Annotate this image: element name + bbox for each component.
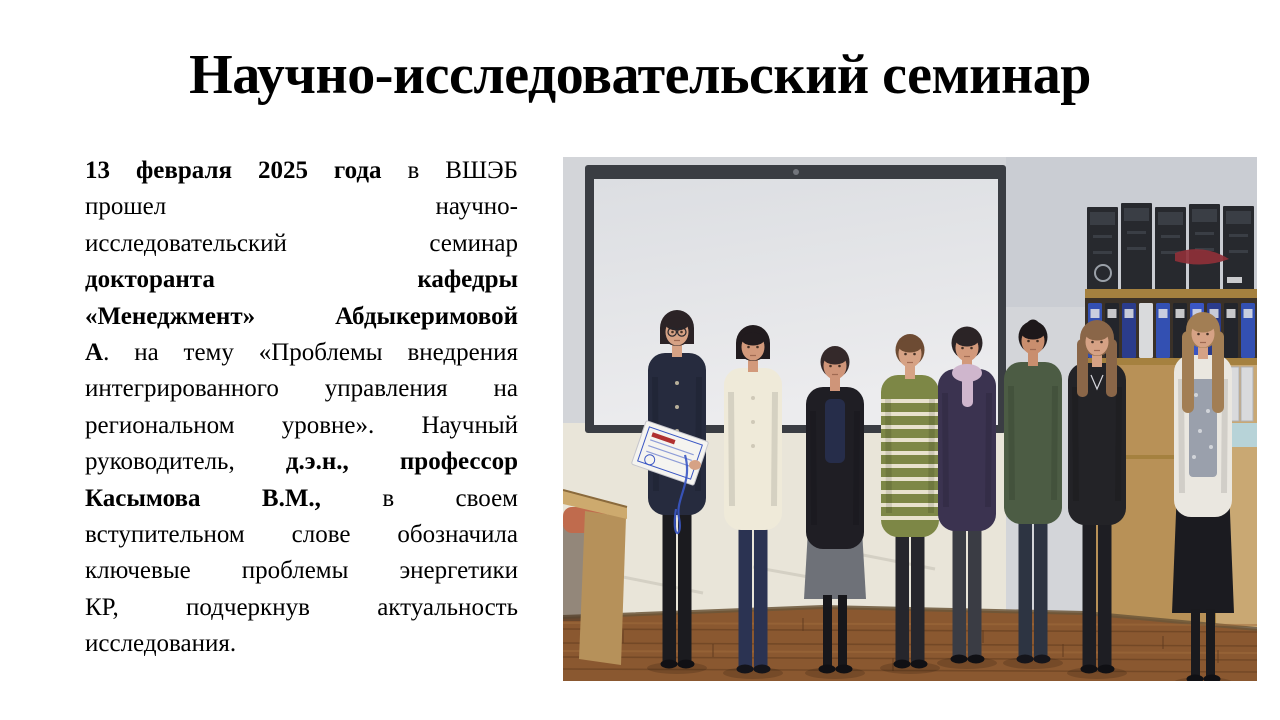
pc-towers [1087, 203, 1254, 293]
seminar-photo [563, 157, 1257, 681]
body-line: А. на тему «Проблемы внедрения [85, 339, 518, 367]
body-line: региональном уровне». Научный [85, 411, 518, 439]
body-line: вступительном слове обозначила [85, 521, 518, 549]
body-line: прошел научно- [85, 193, 518, 221]
body-line: руководитель, д.э.н., профессор [85, 448, 518, 476]
body-line: 13 февраля 2025 года в ВШЭБ [85, 157, 519, 184]
body-line: докторанта кафедры [85, 266, 518, 294]
body-line: интегрированного управления на [85, 375, 518, 403]
body-line: «Менеджмент» Абдыкеримовой [85, 302, 518, 330]
body-line: КР, подчеркнув актуальность [85, 593, 518, 621]
slide-title: Научно-исследовательский семинар [189, 44, 1091, 106]
body-line: исследовательский семинар [85, 229, 518, 257]
body-line: Касымова В.М., в своем [85, 484, 518, 512]
body-text [85, 153, 518, 663]
body-line: ключевые проблемы энергетики [85, 557, 518, 585]
body-line: исследования. [85, 630, 237, 658]
